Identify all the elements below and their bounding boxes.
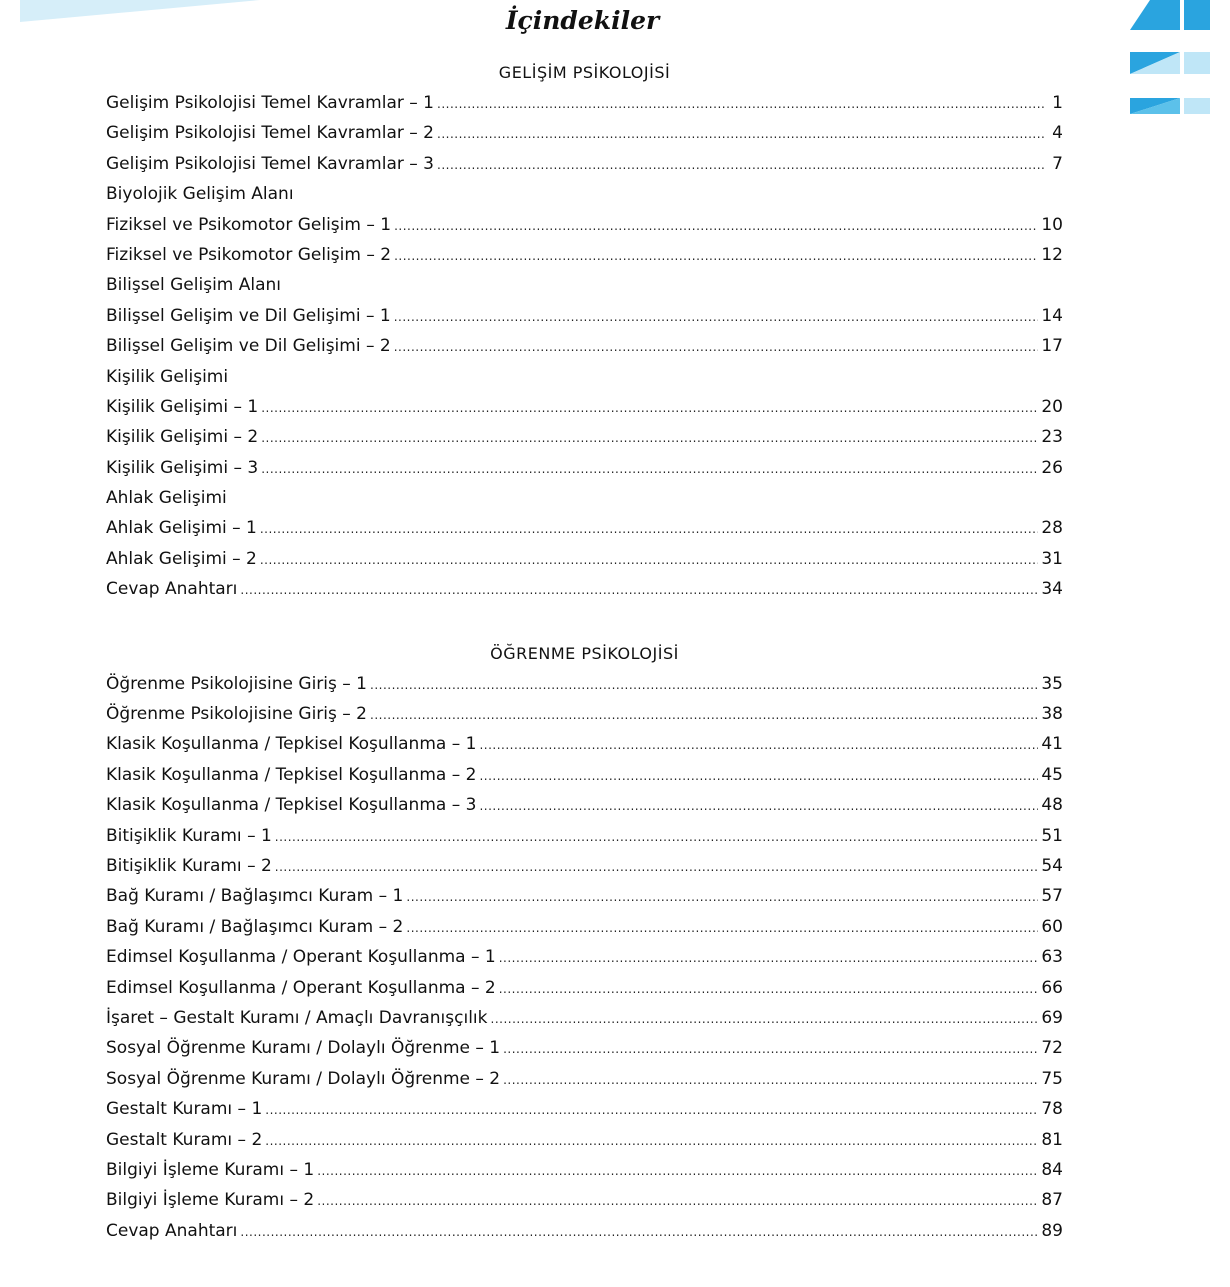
table-of-contents xyxy=(106,58,1063,1246)
toc-entry[interactable] xyxy=(106,760,1063,790)
toc-page-number: 63 xyxy=(1041,947,1063,968)
toc-entry[interactable] xyxy=(106,331,1063,361)
toc-entry-label: Fiziksel ve Psikomotor Gelişim – 2 xyxy=(106,244,392,265)
dot-leader xyxy=(499,973,1039,1003)
toc-entry[interactable] xyxy=(106,453,1063,483)
toc-entry[interactable] xyxy=(106,392,1063,422)
top-right-shape-8 xyxy=(1184,98,1210,114)
toc-page-number: 7 xyxy=(1052,153,1063,174)
toc-entry[interactable] xyxy=(106,1094,1063,1124)
toc-subheading xyxy=(106,362,1063,392)
section-gap xyxy=(106,605,1063,639)
toc-entry-label: Edimsel Koşullanma / Operant Koşullanma – 2 xyxy=(106,977,496,998)
dot-leader xyxy=(503,1033,1038,1063)
dot-leader xyxy=(503,1064,1038,1094)
toc-entry[interactable] xyxy=(106,881,1063,911)
dot-leader xyxy=(275,851,1039,881)
toc-entry-label: Fiziksel ve Psikomotor Gelişim – 1 xyxy=(106,214,392,235)
toc-entry-label: Gelişim Psikolojisi Temel Kavramlar – 1 xyxy=(106,93,434,113)
toc-page-number: 14 xyxy=(1041,305,1063,326)
toc-entry-label: Cevap Anahtarı xyxy=(106,579,238,600)
toc-page-number: 10 xyxy=(1041,214,1063,235)
top-right-shape-2 xyxy=(1184,0,1210,30)
toc-entry-label: Bilişsel Gelişim ve Dil Gelişimi – 2 xyxy=(106,336,391,357)
toc-entry[interactable] xyxy=(106,699,1063,729)
toc-entry-label: Ahlak Gelişimi – 1 xyxy=(106,518,257,539)
toc-entry[interactable] xyxy=(106,1216,1063,1246)
dot-leader xyxy=(240,1216,1038,1246)
toc-entry[interactable] xyxy=(106,1033,1063,1063)
dot-leader xyxy=(394,210,1038,240)
toc-entry[interactable] xyxy=(106,574,1063,604)
toc-entry-label: Sosyal Öğrenme Kuramı / Dolaylı Öğrenme – 1 xyxy=(106,1038,501,1059)
toc-entry[interactable] xyxy=(106,1185,1063,1215)
toc-entry[interactable] xyxy=(106,669,1063,699)
toc-page-number: 54 xyxy=(1041,855,1063,876)
dot-leader xyxy=(275,821,1039,851)
toc-page-number: 17 xyxy=(1041,336,1063,357)
toc-entry-label: Cevap Anahtarı xyxy=(106,1220,238,1241)
top-right-shape-6 xyxy=(1130,98,1180,114)
toc-entry[interactable] xyxy=(106,422,1063,452)
toc-page-number: 28 xyxy=(1041,518,1063,539)
toc-page-number: 87 xyxy=(1041,1190,1063,1211)
toc-entry-label: Kişilik Gelişimi – 2 xyxy=(106,427,259,448)
page-title: İçindekiler xyxy=(505,6,660,35)
toc-page-number: 89 xyxy=(1041,1220,1063,1241)
dot-leader xyxy=(479,760,1038,790)
toc-entry-label: Bitişiklik Kuramı – 1 xyxy=(106,825,272,846)
dot-leader xyxy=(317,1155,1038,1185)
toc-entry-label: Klasik Koşullanma / Tepkisel Koşullanma – 1 xyxy=(106,734,477,755)
toc-page-number: 66 xyxy=(1041,977,1063,998)
toc-page-number: 75 xyxy=(1041,1068,1063,1089)
dot-leader xyxy=(437,88,1046,118)
toc-page-number: 23 xyxy=(1041,427,1063,448)
top-right-shape-5 xyxy=(1184,52,1210,74)
section-title: GELİŞİM PSİKOLOJİSİ xyxy=(498,63,671,82)
toc-page-number: 51 xyxy=(1041,825,1063,846)
toc-entry-label: Kişilik Gelişimi xyxy=(106,366,229,387)
section-title: ÖĞRENME PSİKOLOJİSİ xyxy=(490,643,679,663)
dot-leader xyxy=(437,118,1046,148)
toc-entry-label: Gelişim Psikolojisi Temel Kavramlar – 3 xyxy=(106,153,434,174)
toc-entry-label: Bilişsel Gelişim Alanı xyxy=(106,275,282,296)
toc-entry[interactable] xyxy=(106,1003,1063,1033)
toc-subheading xyxy=(106,270,1063,300)
dot-leader xyxy=(370,669,1038,699)
toc-page-number: 20 xyxy=(1041,396,1063,417)
toc-page-number: 81 xyxy=(1041,1129,1063,1150)
dot-leader xyxy=(479,790,1038,820)
dot-leader xyxy=(240,574,1038,604)
toc-page-number: 48 xyxy=(1041,795,1063,816)
toc-page-number: 26 xyxy=(1041,457,1063,478)
toc-entry-label: Edimsel Koşullanma / Operant Koşullanma – 1 xyxy=(106,947,496,968)
toc-entry-label: Bağ Kuramı / Bağlaşımcı Kuram – 1 xyxy=(106,886,404,907)
toc-entry-label: Öğrenme Psikolojisine Giriş – 1 xyxy=(106,673,367,694)
dot-leader xyxy=(370,699,1038,729)
dot-leader xyxy=(265,1125,1038,1155)
toc-entry[interactable] xyxy=(106,851,1063,881)
dot-leader xyxy=(406,881,1038,911)
toc-page-number: 38 xyxy=(1041,704,1063,725)
toc-page-number: 78 xyxy=(1041,1099,1063,1120)
toc-page-number: 35 xyxy=(1041,673,1063,694)
toc-entry[interactable] xyxy=(106,1125,1063,1155)
toc-page-number: 4 xyxy=(1052,123,1063,144)
dot-leader xyxy=(394,331,1039,361)
toc-entry-label: Sosyal Öğrenme Kuramı / Dolaylı Öğrenme – 2 xyxy=(106,1068,501,1089)
toc-page-number: 45 xyxy=(1041,764,1063,785)
toc-entry[interactable] xyxy=(106,1155,1063,1185)
toc-entry-label: Biyolojik Gelişim Alanı xyxy=(106,184,294,205)
toc-subheading xyxy=(106,483,1063,513)
toc-entry-label: Bilgiyi İşleme Kuramı – 2 xyxy=(106,1190,315,1211)
toc-entry[interactable] xyxy=(106,210,1063,240)
toc-entry-label: Klasik Koşullanma / Tepkisel Koşullanma – 3 xyxy=(106,795,477,816)
toc-entry[interactable] xyxy=(106,544,1063,574)
toc-entry-label: Bilişsel Gelişim ve Dil Gelişimi – 1 xyxy=(106,305,391,326)
toc-entry[interactable] xyxy=(106,942,1063,972)
toc-entry-label: Ahlak Gelişimi xyxy=(106,488,227,509)
toc-page-number: 60 xyxy=(1041,916,1063,937)
top-right-shape-4 xyxy=(1130,52,1180,74)
dot-leader xyxy=(437,149,1046,179)
toc-entry[interactable] xyxy=(106,1064,1063,1094)
dot-leader xyxy=(394,240,1038,270)
toc-entry-label: Gestalt Kuramı – 1 xyxy=(106,1099,263,1120)
toc-entry-label: Kişilik Gelişimi – 1 xyxy=(106,396,259,417)
dot-leader xyxy=(260,544,1039,574)
toc-entry-label: Ahlak Gelişimi – 2 xyxy=(106,548,257,569)
toc-page-number: 57 xyxy=(1041,886,1063,907)
toc-page-number: 69 xyxy=(1041,1007,1063,1028)
toc-page-number: 12 xyxy=(1041,244,1063,265)
dot-leader xyxy=(499,942,1039,972)
toc-entry[interactable] xyxy=(106,88,1063,118)
dot-leader xyxy=(491,1003,1039,1033)
toc-page-number: 1 xyxy=(1052,93,1063,113)
toc-entry[interactable] xyxy=(106,513,1063,543)
top-right-shape-3 xyxy=(1130,52,1180,74)
toc-entry-label: Bilgiyi İşleme Kuramı – 1 xyxy=(106,1159,315,1180)
dot-leader xyxy=(261,392,1038,422)
toc-entry-label: Kişilik Gelişimi – 3 xyxy=(106,457,259,478)
dot-leader xyxy=(260,513,1039,543)
toc-entry-label: Bağ Kuramı / Bağlaşımcı Kuram – 2 xyxy=(106,916,404,937)
toc-page-number: 72 xyxy=(1041,1038,1063,1059)
toc-entry[interactable] xyxy=(106,821,1063,851)
toc-entry[interactable] xyxy=(106,973,1063,1003)
toc-entry[interactable] xyxy=(106,729,1063,759)
toc-entry[interactable] xyxy=(106,118,1063,148)
toc-entry-label: Öğrenme Psikolojisine Giriş – 2 xyxy=(106,704,367,725)
toc-page-number: 31 xyxy=(1041,548,1063,569)
toc-entry-label: İşaret – Gestalt Kuramı / Amaçlı Davranışçılık xyxy=(106,1007,488,1028)
dot-leader xyxy=(261,453,1038,483)
dot-leader xyxy=(261,422,1038,452)
dot-leader xyxy=(265,1094,1038,1124)
toc-entry[interactable] xyxy=(106,912,1063,942)
toc-entry[interactable] xyxy=(106,301,1063,331)
toc-entry[interactable] xyxy=(106,149,1063,179)
toc-entry[interactable] xyxy=(106,240,1063,270)
toc-page-number: 41 xyxy=(1041,734,1063,755)
toc-page-number: 34 xyxy=(1041,579,1063,600)
dot-leader xyxy=(317,1185,1038,1215)
toc-entry-label: Gestalt Kuramı – 2 xyxy=(106,1129,263,1150)
top-right-shape-7 xyxy=(1130,98,1180,114)
toc-entry-label: Bitişiklik Kuramı – 2 xyxy=(106,855,272,876)
toc-entry-label: Gelişim Psikolojisi Temel Kavramlar – 2 xyxy=(106,123,434,144)
toc-subheading xyxy=(106,179,1063,209)
dot-leader xyxy=(394,301,1039,331)
toc-page-number: 84 xyxy=(1041,1159,1063,1180)
dot-leader xyxy=(406,912,1038,942)
toc-entry[interactable] xyxy=(106,790,1063,820)
dot-leader xyxy=(479,729,1038,759)
toc-entry-label: Klasik Koşullanma / Tepkisel Koşullanma – 2 xyxy=(106,764,477,785)
